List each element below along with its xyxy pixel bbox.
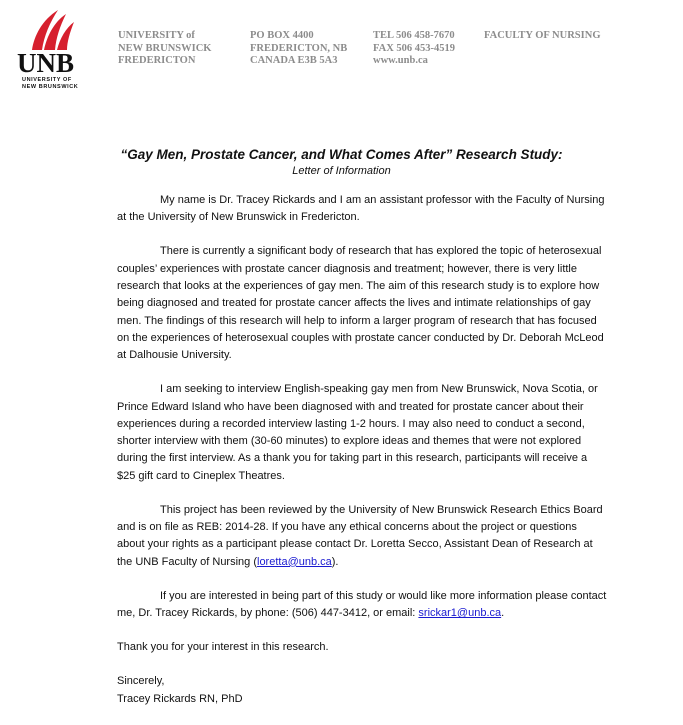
header-line: FREDERICTON, NB (250, 42, 348, 54)
document-subtitle: Letter of Information (292, 165, 391, 177)
document-title: “Gay Men, Prostate Cancer, and What Comes After” Research Study: (120, 147, 563, 162)
letter-body (117, 192, 607, 708)
faculty-name (484, 30, 600, 43)
address-contact (373, 30, 455, 68)
header-line: PO BOX 4400 (250, 30, 314, 41)
letterhead (0, 0, 683, 100)
closing (117, 673, 607, 708)
closing-salutation: Sincerely, (117, 675, 165, 688)
paragraph-recruitment: I am seeking to interview English-speaking gay men from New Brunswick, Nova Scotia, or Prince Edward Island who have been diagnosed with and treated for prostate cancer about their experiences during a recorded interview lasting 1-2 hours. I may also need to conduct a second, shorter interview with them (30-60 minutes) to explore ideas and themes that were not explored during the first interview. As a thank you for taking part in this research, participants will receive a $25 gift card to Cineplex Theatres. (117, 383, 598, 482)
logo-subtitle-1: UNIVERSITY OF (22, 77, 72, 83)
ethics-email-link[interactable]: loretta@unb.ca (257, 555, 332, 568)
logo-wordmark: UNB (17, 48, 75, 78)
contact-text-end: . (501, 607, 505, 620)
paragraph-contact (117, 588, 607, 623)
paragraph-intro: My name is Dr. Tracey Rickards and I am an assistant professor with the Faculty of Nursing at the University of New Brunswick in Fredericton. (117, 194, 605, 224)
header-line: www.unb.ca (373, 55, 428, 67)
ethics-text: This project has been reviewed by the University of New Brunswick Research Ethics Board and is on file as REB: 2014-28. If you have any ethical concerns about the project or questions about your rights as a participant please contact Dr. Loretta Secco, Assistant Dean of Research at the UNB Faculty of Nursing ( (117, 503, 603, 568)
header-line: NEW BRUNSWICK (118, 42, 212, 54)
paragraph-ethics (117, 502, 607, 571)
header-line: FAX 506 453-4519 (373, 42, 456, 54)
paragraph-thanks: Thank you for your interest in this research. (117, 641, 329, 654)
unb-logo (14, 6, 86, 92)
sail-icon (14, 6, 86, 52)
header-line: CANADA E3B 5A3 (250, 55, 338, 67)
header-line: FREDERICTON (118, 55, 196, 67)
header-line: FACULTY OF NURSING (484, 30, 601, 41)
ethics-text-end: ). (331, 555, 339, 568)
header-line: UNIVERSITY of (118, 30, 195, 41)
contact-email-link[interactable]: srickar1@unb.ca (418, 607, 502, 620)
paragraph-background: There is currently a significant body of research that has explored the topic of heterosexual couples’ experiences with prostate cancer diagnosis and treatment; however, there is very little research that looks at the experiences of gay men. The aim of this research study is to explore how being diagnosed and treated for prostate cancer affects the lives and intimate relationships of gay men. The findings of this research will help to inform a larger program of research that has focused on the experiences of heterosexual couples with prostate cancer conducted by Dr. Deborah McLeod at Dalhousie University. (117, 245, 604, 362)
contact-text: If you are interested in being part of this study or would like more information please contact me, Dr. Tracey Rickards, by phone: (506) 447-3412, or email: (117, 589, 607, 620)
logo-subtitle-2: NEW BRUNSWICK (22, 84, 79, 90)
header-line: TEL 506 458-7670 (373, 30, 455, 41)
signature-name: Tracey Rickards RN, PhD (117, 692, 243, 705)
address-university (118, 30, 211, 68)
address-postal (250, 30, 347, 68)
